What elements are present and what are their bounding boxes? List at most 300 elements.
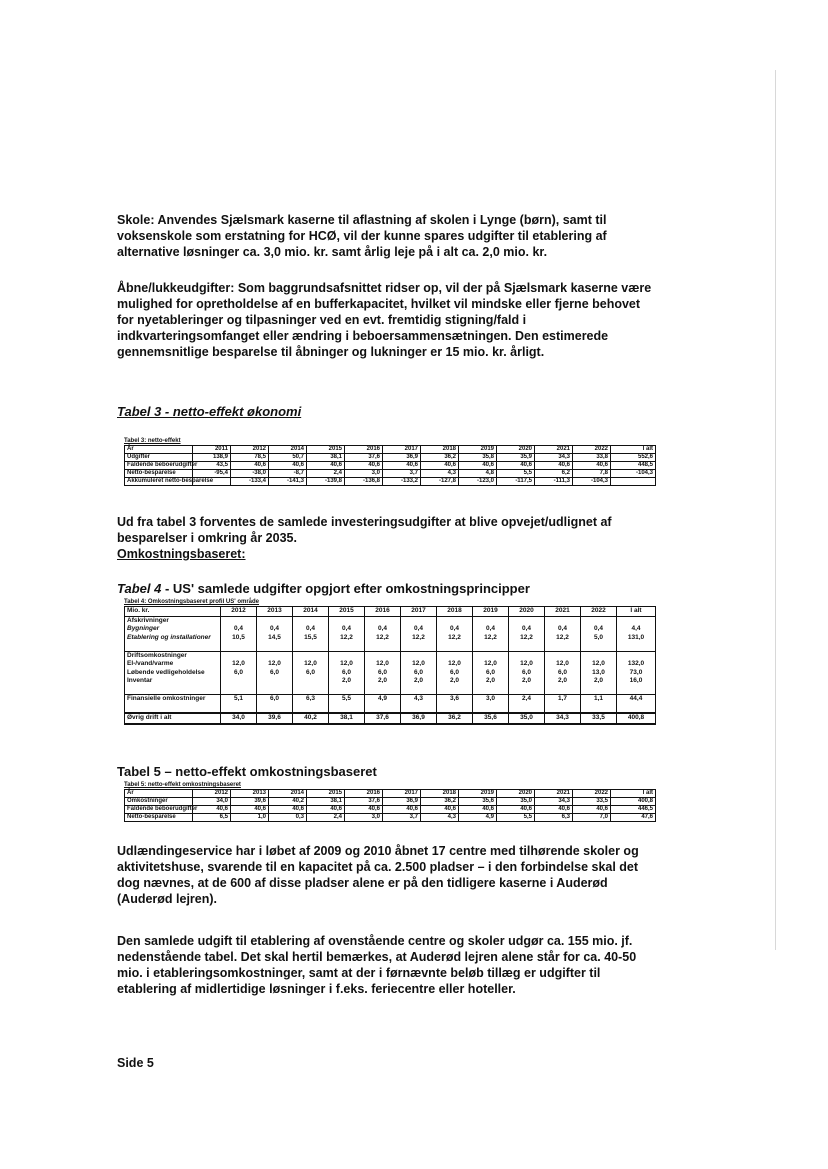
table-cell xyxy=(257,704,293,714)
table-cell: 35,6 xyxy=(459,798,497,806)
table-cell xyxy=(509,686,545,695)
table-cell: 33,5 xyxy=(573,798,611,806)
table-cell xyxy=(401,642,437,651)
table-cell xyxy=(617,616,656,625)
table-cell: 6,0 xyxy=(437,669,473,678)
table-cell: 448,5 xyxy=(611,462,656,470)
table-cell: 2016 xyxy=(365,607,401,617)
table-cell: 1,7 xyxy=(545,695,581,704)
table-cell: 3,7 xyxy=(383,470,421,478)
row-label: Omkostninger xyxy=(125,798,193,806)
table-cell: 7,8 xyxy=(573,470,611,478)
tabel4-heading-prefix: Tabel 4 xyxy=(117,581,162,596)
table-cell xyxy=(611,478,656,486)
table-cell: 40,2 xyxy=(293,713,329,724)
table-cell: 2021 xyxy=(535,446,573,454)
table-cell: 0,4 xyxy=(293,625,329,634)
row-label xyxy=(125,642,221,651)
table-cell: 2,0 xyxy=(365,677,401,686)
table-cell xyxy=(365,686,401,695)
table-cell: 6,0 xyxy=(509,669,545,678)
table-cell: -104,3 xyxy=(611,470,656,478)
table-cell: 0,4 xyxy=(581,625,617,634)
tabel3-caption: Tabel 3: netto-effekt xyxy=(124,438,181,444)
table-row xyxy=(125,695,656,704)
table-header-row xyxy=(125,607,656,617)
table-cell: 34,3 xyxy=(535,454,573,462)
table-section-row xyxy=(125,616,656,625)
table-cell: 35,8 xyxy=(459,454,497,462)
table-cell: -95,4 xyxy=(193,470,231,478)
table-cell xyxy=(545,642,581,651)
paragraph-aabne-lukkeudgifter: Åbne/lukkeudgifter: Som baggrundsafsnittet ridser op, vil der på Sjælsmark kaserne være mulighed for opretholdelse af en bufferkapacitet, hvilket vil mindske eller fjerne behovet for nyetableringer og tilpasninger ved en evt. fremtidig stigning/fald i indkvarteringsomfanget eller ændring i beboersammensætningen. Den estimerede gennemsnitlige besparelse til åbninger og lukninger er 15 mio. kr. årligt. xyxy=(117,281,652,359)
table-cell: 40,6 xyxy=(573,806,611,814)
table-cell xyxy=(581,642,617,651)
paragraph-udlaendingeservice: Udlændingeservice har i løbet af 2009 og 2010 åbnet 17 centre med tilhørende skoler og aktivitetshuse, svarende til en kapacitet på ca. 2.500 pladser – i den forbindelse skal det dog nævnes, at de 600 af disse pladser alene er på den tidligere kaserne i Auderød (Auderød lejren). xyxy=(117,844,639,906)
table-cell: 0,3 xyxy=(269,814,307,822)
table-cell: 6,0 xyxy=(221,669,257,678)
table-cell: 36,2 xyxy=(421,454,459,462)
table-cell: 2018 xyxy=(437,607,473,617)
scan-margin-line xyxy=(775,70,776,950)
table-cell: 37,6 xyxy=(345,798,383,806)
table-row xyxy=(125,677,656,686)
row-label: Akkumuleret netto-besparelse xyxy=(125,478,193,486)
table-cell: 2019 xyxy=(473,607,509,617)
table-cell: 3,0 xyxy=(473,695,509,704)
table-cell: 40,6 xyxy=(231,806,269,814)
table-cell: -139,8 xyxy=(307,478,345,486)
table-cell: 0,4 xyxy=(329,625,365,634)
table-cell: 34,0 xyxy=(193,798,231,806)
table-cell: 2,4 xyxy=(307,470,345,478)
table-cell: 2011 xyxy=(193,446,231,454)
table-cell: 12,0 xyxy=(509,660,545,669)
table-cell: 6,0 xyxy=(545,669,581,678)
table-cell: 12,2 xyxy=(401,634,437,643)
row-label: Mio. kr. xyxy=(125,607,221,617)
table-cell: 7,0 xyxy=(573,814,611,822)
table-cell xyxy=(293,616,329,625)
paragraph-udfra: Ud fra tabel 3 forventes de samlede investeringsudgifter at blive opvejet/udlignet af besparelser i omkring år 2035. xyxy=(117,515,612,545)
table-cell: 2,0 xyxy=(437,677,473,686)
table-cell: 2020 xyxy=(497,446,535,454)
table-row xyxy=(125,625,656,634)
table-spacer-row xyxy=(125,642,656,651)
table-cell: 1,1 xyxy=(581,695,617,704)
table-cell: 2020 xyxy=(509,607,545,617)
table-cell: 6,0 xyxy=(329,669,365,678)
table-cell: 39,6 xyxy=(257,713,293,724)
table-cell: 35,0 xyxy=(497,798,535,806)
table-cell: 2019 xyxy=(459,790,497,798)
row-label xyxy=(125,704,221,714)
table-cell xyxy=(509,704,545,714)
table-cell: 33,5 xyxy=(581,713,617,724)
row-label: Finansielle omkostninger xyxy=(125,695,221,704)
table-cell: 37,6 xyxy=(365,713,401,724)
table-cell xyxy=(221,704,257,714)
table-cell: 1,0 xyxy=(231,814,269,822)
table-cell xyxy=(617,704,656,714)
table-cell: 40,6 xyxy=(459,462,497,470)
table-row xyxy=(125,478,656,486)
table-cell xyxy=(365,642,401,651)
table-row xyxy=(125,660,656,669)
table-cell: 0,4 xyxy=(401,625,437,634)
row-label: Udgifter xyxy=(125,454,193,462)
table-cell: 40,6 xyxy=(345,462,383,470)
paragraph-samlede-udgift: Den samlede udgift til etablering af ovenstående centre og skoler udgør ca. 155 mio. jf. nedenstående tabel. Det skal hertil bemærkes, at Auderød lejren alene står for ca. 40-50 mio. i etableringsomkostninger, samt at der i førnævnte beløb tillæg er udgifter til etablering af midlertidige løsninger i f.eks. feriecentre eller hoteller. xyxy=(117,934,637,996)
tabel3-heading: Tabel 3 - netto-effekt økonomi xyxy=(117,404,302,419)
table-cell: -133,2 xyxy=(383,478,421,486)
table-cell: 47,6 xyxy=(611,814,656,822)
table-cell xyxy=(473,651,509,660)
paragraph-omkostningsbaseret: Omkostningsbaseret: xyxy=(117,547,246,561)
table-cell: 0,4 xyxy=(437,625,473,634)
table-section-row xyxy=(125,651,656,660)
table-cell: 0,4 xyxy=(365,625,401,634)
table-cell: 40,6 xyxy=(383,806,421,814)
table-cell xyxy=(401,616,437,625)
table-cell: 2013 xyxy=(231,790,269,798)
table-cell xyxy=(329,704,365,714)
tabel4-heading xyxy=(117,581,530,596)
table-cell: 2,0 xyxy=(473,677,509,686)
table-cell: 36,2 xyxy=(437,713,473,724)
table-cell xyxy=(221,686,257,695)
page-footer: Side 5 xyxy=(117,1056,154,1070)
table-cell: 34,3 xyxy=(545,713,581,724)
table-cell: 78,5 xyxy=(231,454,269,462)
table-cell: 6,2 xyxy=(535,470,573,478)
table-cell: 15,5 xyxy=(293,634,329,643)
table-cell: 40,6 xyxy=(383,462,421,470)
table-cell: 12,0 xyxy=(257,660,293,669)
table-cell: 35,9 xyxy=(497,454,535,462)
table-cell: 38,1 xyxy=(307,454,345,462)
table-cell: 2,0 xyxy=(329,677,365,686)
table-cell xyxy=(221,642,257,651)
table-cell: 552,6 xyxy=(611,454,656,462)
tabel5-heading: Tabel 5 – netto-effekt omkostningsbaseret xyxy=(117,764,377,779)
table-row xyxy=(125,798,656,806)
table-cell xyxy=(581,686,617,695)
row-label: Driftsomkostninger xyxy=(125,651,221,660)
row-label: Etablering og installationer xyxy=(125,634,221,643)
table-cell: 12,2 xyxy=(545,634,581,643)
table-cell: 3,0 xyxy=(345,470,383,478)
row-label: Inventar xyxy=(125,677,221,686)
table-cell: 2020 xyxy=(497,790,535,798)
table-cell: 6,0 xyxy=(473,669,509,678)
table-cell: 3,0 xyxy=(345,814,383,822)
table-row xyxy=(125,454,656,462)
table-cell: 2017 xyxy=(383,790,421,798)
row-label: Løbende vedligeholdelse xyxy=(125,669,221,678)
table-cell: -104,3 xyxy=(573,478,611,486)
row-label: Bygninger xyxy=(125,625,221,634)
row-label: Afskrivninger xyxy=(125,616,221,625)
row-label: El-/vand/varme xyxy=(125,660,221,669)
table-cell: 50,7 xyxy=(269,454,307,462)
table-cell: 5,5 xyxy=(497,470,535,478)
table-cell: 40,6 xyxy=(497,462,535,470)
table-cell: 35,0 xyxy=(509,713,545,724)
table-cell xyxy=(473,686,509,695)
table-cell: 2017 xyxy=(383,446,421,454)
table-cell: -141,3 xyxy=(269,478,307,486)
table-cell: 4,8 xyxy=(459,470,497,478)
table-cell: 0,4 xyxy=(257,625,293,634)
table-spacer-row xyxy=(125,686,656,695)
tabel3-table xyxy=(124,445,656,486)
table-cell xyxy=(545,651,581,660)
table-cell xyxy=(401,686,437,695)
table-cell: 2021 xyxy=(535,790,573,798)
table-cell xyxy=(257,616,293,625)
table-cell: 2015 xyxy=(307,446,345,454)
table-cell: 35,6 xyxy=(473,713,509,724)
table-header-row xyxy=(125,446,656,454)
table-cell xyxy=(293,704,329,714)
table-cell: 40,6 xyxy=(421,462,459,470)
tabel5-table xyxy=(124,789,656,822)
table-cell: I alt xyxy=(611,446,656,454)
table-cell: 2015 xyxy=(329,607,365,617)
table-cell: 12,2 xyxy=(473,634,509,643)
row-label: Netto-besparelse xyxy=(125,814,193,822)
table-cell: 0,4 xyxy=(545,625,581,634)
table-cell: 12,0 xyxy=(221,660,257,669)
table-cell: 4,4 xyxy=(617,625,656,634)
table-cell xyxy=(221,651,257,660)
table-cell: I alt xyxy=(611,790,656,798)
table-cell: 12,0 xyxy=(365,660,401,669)
table-cell: 12,2 xyxy=(329,634,365,643)
table-cell xyxy=(545,616,581,625)
table-cell: 2022 xyxy=(581,607,617,617)
table-cell: 40,2 xyxy=(269,798,307,806)
table-cell: 2018 xyxy=(421,790,459,798)
table-cell xyxy=(257,651,293,660)
table-cell xyxy=(473,616,509,625)
table-cell: 0,4 xyxy=(221,625,257,634)
table-cell xyxy=(293,651,329,660)
table-cell: 2013 xyxy=(257,607,293,617)
table-cell xyxy=(329,686,365,695)
table-cell: 12,0 xyxy=(545,660,581,669)
table-cell: 400,8 xyxy=(611,798,656,806)
table-cell: 2019 xyxy=(459,446,497,454)
table-cell: 2,0 xyxy=(545,677,581,686)
table-cell: 0,4 xyxy=(509,625,545,634)
table-cell: 2016 xyxy=(345,446,383,454)
row-label: Faldende beboerudgifter xyxy=(125,462,193,470)
table-cell: 6,3 xyxy=(535,814,573,822)
table-cell: 2012 xyxy=(221,607,257,617)
table-cell xyxy=(437,616,473,625)
table-cell: 2022 xyxy=(573,790,611,798)
table-cell: 36,9 xyxy=(383,798,421,806)
table-cell xyxy=(401,704,437,714)
table-cell: 2014 xyxy=(293,607,329,617)
table-cell xyxy=(437,651,473,660)
table-cell xyxy=(293,642,329,651)
row-label: Faldende beboerudgifter xyxy=(125,806,193,814)
table-cell: 40,6 xyxy=(535,462,573,470)
table-cell: 38,1 xyxy=(307,798,345,806)
table-row xyxy=(125,462,656,470)
table-cell xyxy=(257,642,293,651)
table-cell: 6,5 xyxy=(193,814,231,822)
table-cell: 40,6 xyxy=(535,806,573,814)
table-header-row xyxy=(125,790,656,798)
table-total-row xyxy=(125,713,656,724)
table-cell: 40,6 xyxy=(231,462,269,470)
table-cell: 40,6 xyxy=(573,462,611,470)
table-cell xyxy=(473,704,509,714)
table-cell: 446,5 xyxy=(611,806,656,814)
row-label: År xyxy=(125,790,193,798)
table-cell xyxy=(329,651,365,660)
table-cell: 0,4 xyxy=(473,625,509,634)
table-cell: 16,0 xyxy=(617,677,656,686)
table-cell: 5,0 xyxy=(581,634,617,643)
table-cell: 4,3 xyxy=(421,814,459,822)
table-cell: 73,0 xyxy=(617,669,656,678)
table-cell: 2014 xyxy=(269,790,307,798)
table-cell: 2,0 xyxy=(509,677,545,686)
table-cell xyxy=(257,686,293,695)
table-cell: -136,8 xyxy=(345,478,383,486)
table-cell: 2016 xyxy=(345,790,383,798)
table-cell xyxy=(329,642,365,651)
table-cell: 39,6 xyxy=(231,798,269,806)
table-cell xyxy=(365,704,401,714)
table-cell: -8,7 xyxy=(269,470,307,478)
table-cell: 2,4 xyxy=(509,695,545,704)
row-label: Øvrig drift i alt xyxy=(125,713,221,724)
tabel4-heading-rest: - US' samlede udgifter opgjort efter omkostningsprincipper xyxy=(161,581,530,596)
table-cell: 2021 xyxy=(545,607,581,617)
table-cell: 6,0 xyxy=(293,669,329,678)
table-cell xyxy=(365,651,401,660)
table-cell: 2012 xyxy=(231,446,269,454)
table-row xyxy=(125,806,656,814)
table-cell xyxy=(437,704,473,714)
table-cell xyxy=(509,616,545,625)
table-cell: 6,3 xyxy=(293,695,329,704)
table-cell xyxy=(581,651,617,660)
tabel5-caption: Tabel 5: netto-effekt omkostningsbaseret xyxy=(124,782,241,788)
table-cell xyxy=(545,704,581,714)
table-cell: -38,0 xyxy=(231,470,269,478)
table-cell: 12,0 xyxy=(581,660,617,669)
table-cell: 40,6 xyxy=(269,462,307,470)
table-cell xyxy=(221,616,257,625)
table-cell: 43,5 xyxy=(193,462,231,470)
table-cell: 3,6 xyxy=(437,695,473,704)
table-cell: 36,9 xyxy=(383,454,421,462)
table-cell: 5,5 xyxy=(497,814,535,822)
table-cell: 40,6 xyxy=(307,806,345,814)
table-cell: 2,0 xyxy=(401,677,437,686)
table-cell xyxy=(617,642,656,651)
table-cell: 40,6 xyxy=(345,806,383,814)
table-cell: 12,0 xyxy=(437,660,473,669)
table-cell: 2014 xyxy=(269,446,307,454)
table-cell xyxy=(221,677,257,686)
table-cell: 2,0 xyxy=(581,677,617,686)
table-cell xyxy=(545,686,581,695)
table-cell: 2017 xyxy=(401,607,437,617)
table-cell: 37,6 xyxy=(345,454,383,462)
table-cell: 4,9 xyxy=(365,695,401,704)
table-row xyxy=(125,470,656,478)
table-cell xyxy=(509,642,545,651)
table-cell xyxy=(293,677,329,686)
table-cell xyxy=(437,686,473,695)
table-cell: 40,6 xyxy=(193,806,231,814)
table-cell: 40,6 xyxy=(459,806,497,814)
table-cell xyxy=(437,642,473,651)
table-cell: 33,8 xyxy=(573,454,611,462)
table-cell: 14,5 xyxy=(257,634,293,643)
table-cell: 34,0 xyxy=(221,713,257,724)
table-cell: 40,6 xyxy=(497,806,535,814)
table-cell: 40,6 xyxy=(269,806,307,814)
table-cell: 12,2 xyxy=(437,634,473,643)
table-cell: 2022 xyxy=(573,446,611,454)
table-cell: 12,2 xyxy=(365,634,401,643)
table-cell xyxy=(329,616,365,625)
row-label xyxy=(125,686,221,695)
table-cell: 40,6 xyxy=(421,806,459,814)
table-cell: 6,0 xyxy=(401,669,437,678)
table-cell: 4,3 xyxy=(421,470,459,478)
table-cell: 2015 xyxy=(307,790,345,798)
table-cell: 138,9 xyxy=(193,454,231,462)
table-cell: -123,0 xyxy=(459,478,497,486)
table-cell xyxy=(581,616,617,625)
paragraph-skole: Skole: Anvendes Sjælsmark kaserne til aflastning af skolen i Lynge (børn), samt til voksenskole som erstatning for HCØ, vil der kunne spares udgifter til etablering af alternative løsninger ca. 3,0 mio. kr. samt årlig leje på i alt ca. 2,0 mio. kr. xyxy=(117,213,607,259)
row-label: År xyxy=(125,446,193,454)
table-cell: 3,7 xyxy=(383,814,421,822)
table-cell: 2012 xyxy=(193,790,231,798)
table-cell: 5,1 xyxy=(221,695,257,704)
table-cell xyxy=(257,677,293,686)
table-cell: -117,5 xyxy=(497,478,535,486)
table-cell xyxy=(509,651,545,660)
table-cell: 12,2 xyxy=(509,634,545,643)
row-label: Netto-besparelse xyxy=(125,470,193,478)
table-cell xyxy=(617,651,656,660)
table-cell: 4,9 xyxy=(459,814,497,822)
table-cell xyxy=(293,686,329,695)
table-cell: 2018 xyxy=(421,446,459,454)
table-cell: 132,0 xyxy=(617,660,656,669)
table-cell: 5,5 xyxy=(329,695,365,704)
table-cell: -133,4 xyxy=(231,478,269,486)
table-cell: 400,8 xyxy=(617,713,656,724)
table-cell: 38,1 xyxy=(329,713,365,724)
table-cell: 12,0 xyxy=(401,660,437,669)
table-cell: 4,3 xyxy=(401,695,437,704)
table-row xyxy=(125,634,656,643)
table-cell: 10,5 xyxy=(221,634,257,643)
table-cell: 12,0 xyxy=(329,660,365,669)
